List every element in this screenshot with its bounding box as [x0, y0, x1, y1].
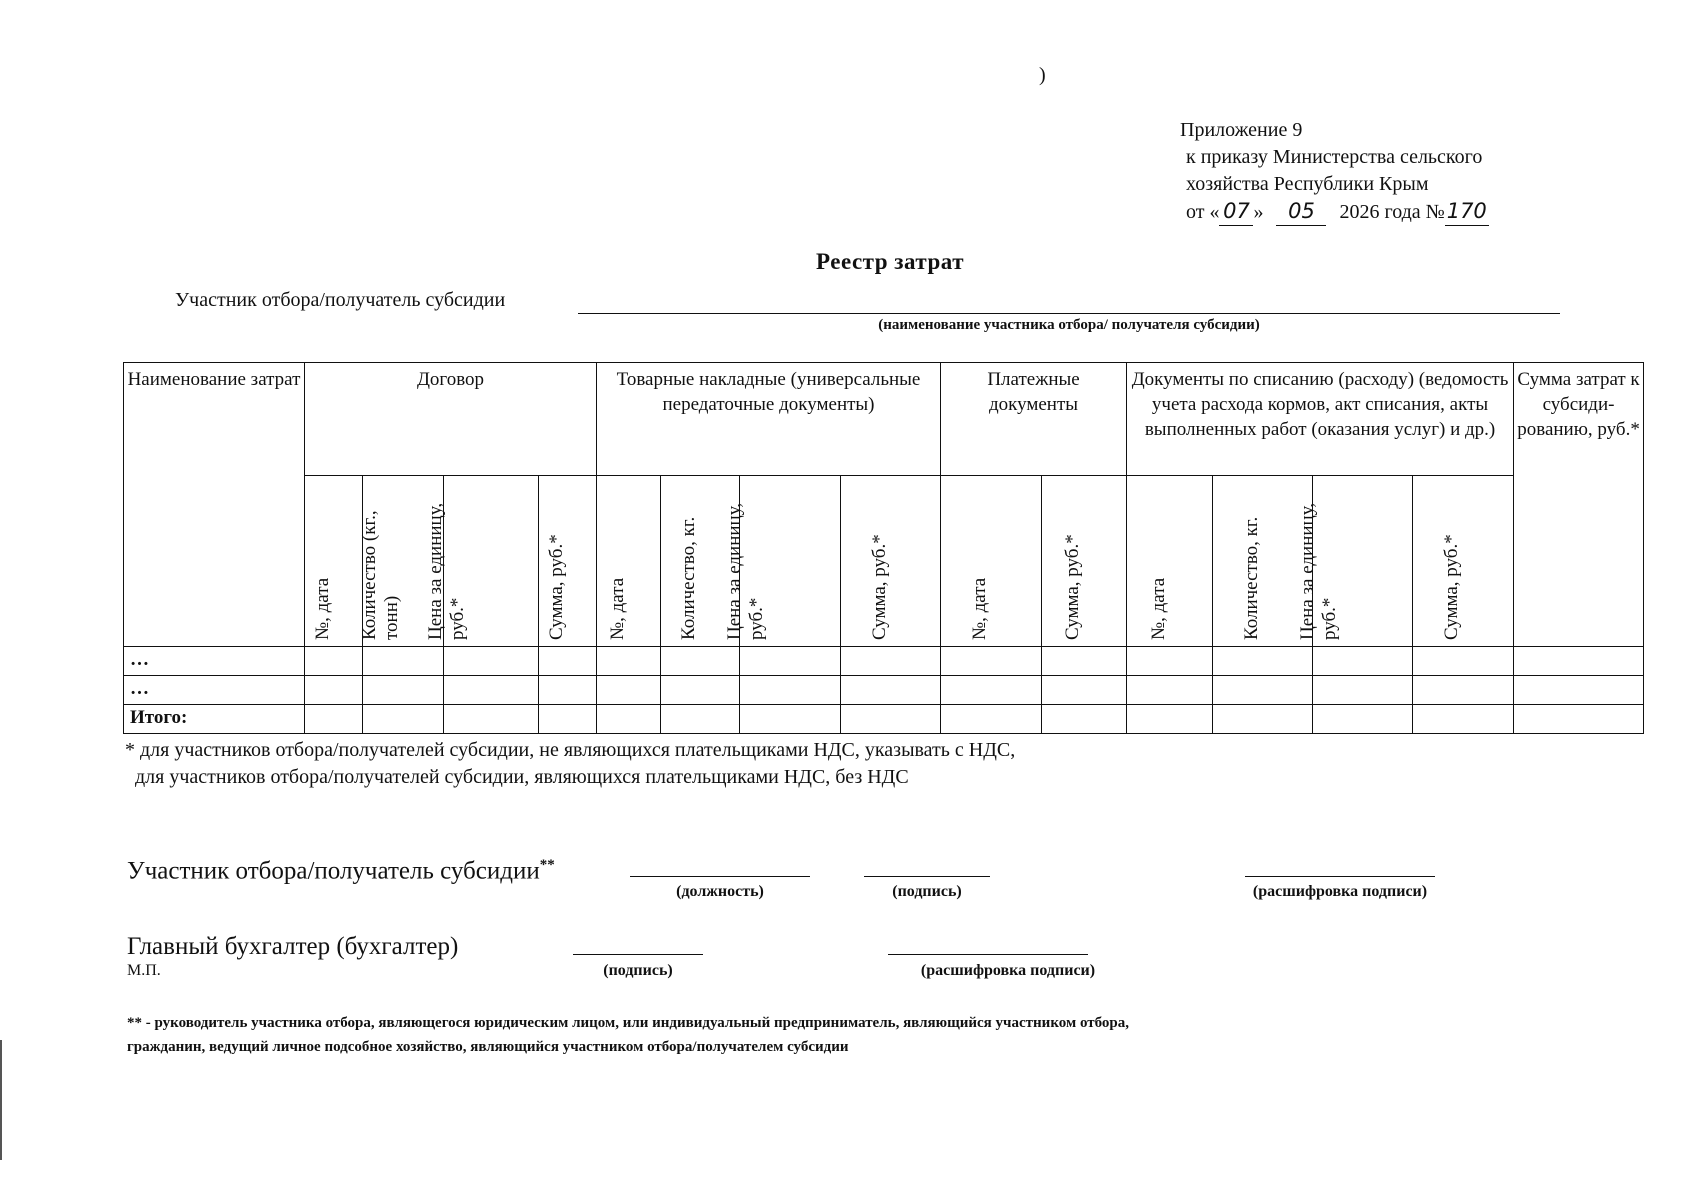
sub-label: Цена за единицу, руб.* [425, 502, 468, 640]
year-text: 2026 года № [1339, 201, 1445, 223]
sub-label: №, дата [969, 577, 990, 640]
double-asterisk-mark: ** [539, 857, 555, 873]
scan-margin-mark [0, 1040, 2, 1160]
head-footnote-line-1: ** - руководитель участника отбора, являющегося юридическим лицом, или индивидуальный предприниматель, являющийся участником отбора, [127, 1015, 1130, 1031]
participant-fill-line [578, 313, 1560, 314]
signature-line [864, 876, 990, 877]
sub-label: Количество, кг. [678, 516, 699, 640]
vat-footnote-line-2: для участников отбора/получателей субсидии, являющихся плательщиками НДС, без НДС [135, 766, 909, 788]
position-line [630, 876, 810, 877]
handwritten-day: 07 [1219, 198, 1253, 226]
appendix-line-2: к приказу Министерства сельского [1186, 146, 1483, 168]
sub-label: №, дата [1147, 577, 1169, 640]
sub-label: Цена за единицу, руб.* [1296, 502, 1340, 640]
decoding-caption: (расшифровка подписи) [1252, 883, 1428, 900]
header-contract: Договор [305, 363, 597, 476]
sub-label: Количество (кг., тонн) [359, 510, 402, 640]
appendix-block [1180, 117, 1489, 226]
row-label: … [124, 647, 305, 676]
vat-footnote-line-1: * для участников отбора/получателей субсидии, не являющихся плательщиками НДС, указывать с НДС, [125, 739, 1016, 761]
participant-label: Участник отбора/получатель субсидии [175, 289, 506, 311]
accountant-decoding-caption: (расшифровка подписи) [920, 962, 1096, 979]
sub-contract-number [305, 476, 363, 647]
accountant-label: Главный бухгалтер (бухгалтер) [127, 933, 459, 960]
date-separator: » [1253, 201, 1264, 223]
handwritten-month: 05 [1276, 198, 1326, 226]
appendix-line-1: Приложение 9 [1180, 119, 1303, 141]
sub-label: Сумма, руб.* [868, 534, 890, 640]
sub-label: Сумма, руб.* [545, 534, 567, 640]
cost-register-table [123, 362, 1644, 734]
sub-payment-sum [1042, 476, 1127, 647]
header-cost-name: Наименование затрат [124, 363, 305, 647]
accountant-signature-caption: (подпись) [603, 962, 673, 979]
page-title: Реестр затрат [816, 249, 964, 274]
decoding-line [1245, 876, 1435, 877]
sub-label: Цена за единицу, руб.* [724, 502, 767, 640]
table-row [124, 676, 1644, 705]
accountant-decoding-line [888, 954, 1088, 955]
participant-hint: (наименование участника отбора/ получателя субсидии) [878, 317, 1260, 333]
position-caption: (должность) [676, 883, 764, 900]
stamp-label: М.П. [127, 962, 161, 979]
sub-label: №, дата [606, 577, 628, 640]
sub-label: Сумма, руб.* [1441, 534, 1463, 640]
row-label: Итого: [124, 705, 305, 734]
sub-writeoff-price [1296, 476, 1413, 647]
table-row-total [124, 705, 1644, 734]
appendix-date-line [1180, 198, 1489, 226]
vat-footnote [125, 737, 1015, 791]
head-footnote-line-2: гражданин, ведущий личное подсобное хозяйство, являющийся участником отбора/получателем субсидии [127, 1039, 849, 1055]
sub-writeoff-sum [1413, 476, 1514, 647]
sub-label: Количество, кг. [1240, 516, 1262, 640]
row-label: … [124, 676, 305, 705]
corner-mark: ) [1039, 64, 1046, 86]
appendix-line-3: хозяйства Республики Крым [1186, 173, 1429, 195]
head-footnote [127, 1011, 1129, 1059]
header-subsidy-sum: Сумма затрат к субсиди-рованию, руб.* [1514, 363, 1644, 647]
sub-writeoff-number [1127, 476, 1213, 647]
sub-payment-number [941, 476, 1042, 647]
header-payment-docs: Платежные документы [941, 363, 1127, 476]
sub-waybill-number [597, 476, 661, 647]
table-row [124, 647, 1644, 676]
signature-caption: (подпись) [892, 883, 962, 900]
participant-signature-text: Участник отбора/получатель субсидии [127, 857, 540, 885]
sub-waybill-price [724, 476, 841, 647]
sub-label: №, дата [311, 577, 333, 640]
sub-contract-sum [539, 476, 597, 647]
header-waybills: Товарные накладные (универсальные передаточные документы) [597, 363, 941, 476]
sub-contract-price [425, 476, 539, 647]
handwritten-number: 170 [1445, 198, 1489, 226]
sub-waybill-sum [841, 476, 941, 647]
date-prefix: от « [1186, 201, 1220, 223]
participant-signature-label [127, 857, 555, 885]
sub-label: Сумма, руб.* [1062, 534, 1083, 640]
header-writeoff-docs: Документы по списанию (расходу) (ведомость учета расхода кормов, акт списания, акты выполненных работ (оказания услуг) и др.) [1127, 363, 1514, 476]
accountant-signature-line [573, 954, 703, 955]
